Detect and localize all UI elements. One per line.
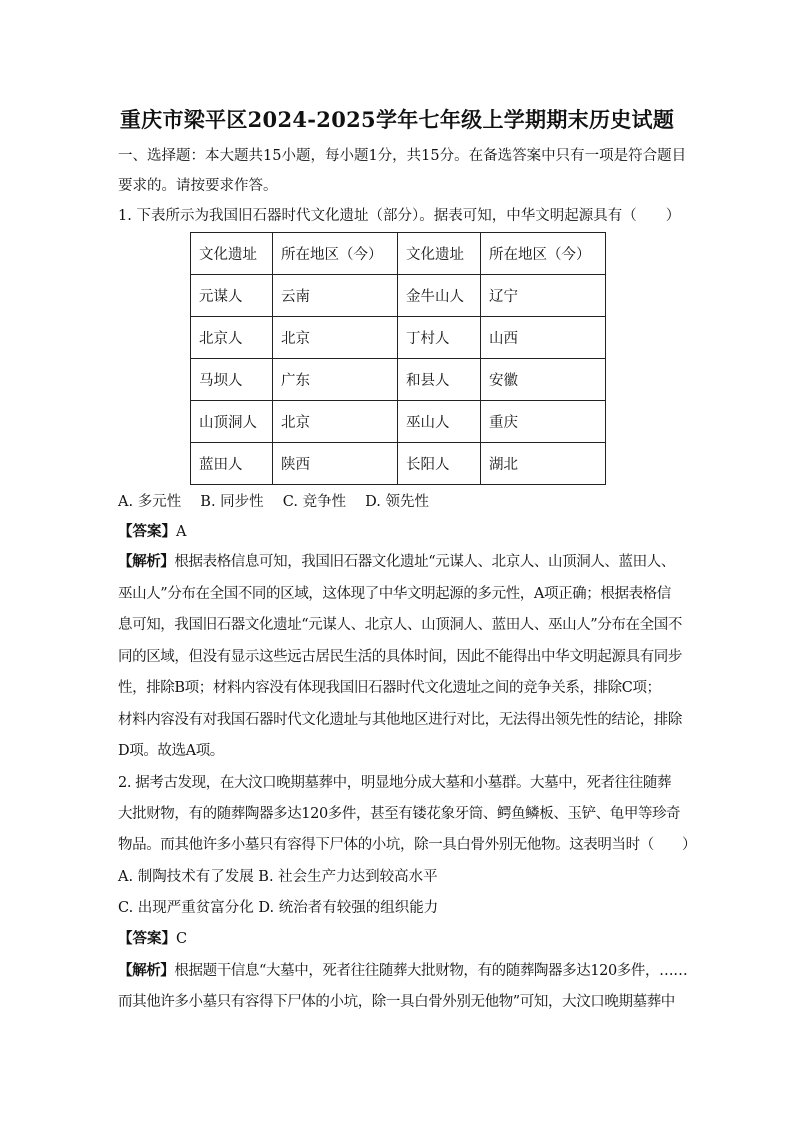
table-cell: 安徽 <box>481 359 606 401</box>
table-header-cell: 文化遗址 <box>191 233 273 275</box>
table-row <box>191 443 606 485</box>
q1-analysis-line: 材料内容没有对我国石器时代文化遗址与其他地区进行对比，无法得出领先性的结论，排除 <box>118 712 682 728</box>
table-cell: 山西 <box>481 317 606 359</box>
analysis-text: 根据表格信息可知，我国旧石器文化遗址“元谋人、北京人、山顶洞人、蓝田人、 <box>174 554 675 570</box>
q1-analysis-line: 巫山人”分布在全国不同的区域，这体现了中华文明起源的多元性，A项正确；根据表格信 <box>118 586 671 602</box>
table-cell: 和县人 <box>398 359 481 401</box>
answer-label: 【答案】 <box>118 930 176 947</box>
table-cell: 蓝田人 <box>191 443 273 485</box>
q1-analysis-line <box>118 551 678 573</box>
table-cell: 元谋人 <box>191 275 273 317</box>
answer-value: C <box>176 931 188 947</box>
analysis-text: 根据题干信息“大墓中，死者往往随葬大批财物，有的随葬陶器多达120多件，…… <box>174 963 688 979</box>
q2-stem-line: 物品。而其他许多小墓只有容得下尸体的小坑，除一具白骨外别无他物。这表明当时（ ） <box>118 837 697 853</box>
table-cell: 湖北 <box>481 443 606 485</box>
q1-analysis-line: 性，排除B项；材料内容没有体现我国旧石器时代文化遗址之间的竞争关系，排除C项； <box>118 680 661 696</box>
analysis-label: 【解析】 <box>118 553 175 570</box>
table-cell: 辽宁 <box>481 275 606 317</box>
section-intro-line-2: 要求的。请按要求作答。 <box>118 178 278 194</box>
table-cell: 长阳人 <box>398 443 481 485</box>
section-intro-line-1: 一、选择题：本大题共15小题，每小题1分，共15分。在备选答案中只有一项是符合题目 <box>118 148 687 164</box>
q1-analysis-line: 息可知，我国旧石器文化遗址“元谋人、北京人、山顶洞人、蓝田人、巫山人”分布在全国不 <box>118 617 682 633</box>
q2-answer <box>118 928 678 950</box>
table-row <box>191 317 606 359</box>
q2-stem-line: 大批财物，有的随葬陶器多达120多件，甚至有镂花象牙筒、鳄鱼鳞板、玉铲、龟甲等珍奇 <box>118 806 681 822</box>
q2-options-line-2: C. 出现严重贫富分化 D. 统治者有较强的组织能力 <box>118 900 439 916</box>
q1-sites-table <box>190 232 606 485</box>
table-row <box>191 359 606 401</box>
document-title: 重庆市梁平区2024-2025学年七年级上学期期末历史试题 <box>119 107 675 132</box>
table-row <box>191 275 606 317</box>
q2-stem-line: 2. 据考古发现，在大汶口晚期墓葬中，明显地分成大墓和小墓群。大墓中，死者往往随葬 <box>118 775 672 791</box>
q2-options-line-1: A. 制陶技术有了发展 B. 社会生产力达到较高水平 <box>118 869 438 885</box>
table-cell: 马坝人 <box>191 359 273 401</box>
table-cell: 北京 <box>273 317 398 359</box>
table-cell: 金牛山人 <box>398 275 481 317</box>
table-header-cell: 所在地区（今） <box>481 233 606 275</box>
table-cell: 云南 <box>273 275 398 317</box>
table-header-cell: 文化遗址 <box>398 233 481 275</box>
table-cell: 巫山人 <box>398 401 481 443</box>
table-cell: 北京人 <box>191 317 273 359</box>
q1-analysis-line: 同的区域，但没有显示这些远古居民生活的具体时间，因此不能得出中华文明起源具有同步 <box>118 649 682 665</box>
table-cell: 山顶洞人 <box>191 401 273 443</box>
answer-value: A <box>176 524 187 540</box>
table-cell: 重庆 <box>481 401 606 443</box>
table-cell: 丁村人 <box>398 317 481 359</box>
q2-analysis-line <box>118 960 688 982</box>
table-cell: 陕西 <box>273 443 398 485</box>
table-cell: 北京 <box>273 401 398 443</box>
answer-label: 【答案】 <box>118 523 176 540</box>
q1-analysis-line: D项。故选A项。 <box>118 743 224 759</box>
table-header-cell: 所在地区（今） <box>273 233 398 275</box>
table-cell: 广东 <box>273 359 398 401</box>
q2-analysis-line: 而其他许多小墓只有容得下尸体的小坑，除一具白骨外别无他物”可知，大汶口晚期墓葬中 <box>118 994 675 1010</box>
table-header-row <box>191 233 606 275</box>
q1-answer <box>118 521 678 543</box>
analysis-label: 【解析】 <box>118 962 175 979</box>
table-row <box>191 401 606 443</box>
q1-stem: 1. 下表所示为我国旧石器时代文化遗址（部分）。据表可知，中华文明起源具有（ ） <box>118 208 681 224</box>
q1-options: A. 多元性 B. 同步性 C. 竞争性 D. 领先性 <box>118 494 430 510</box>
